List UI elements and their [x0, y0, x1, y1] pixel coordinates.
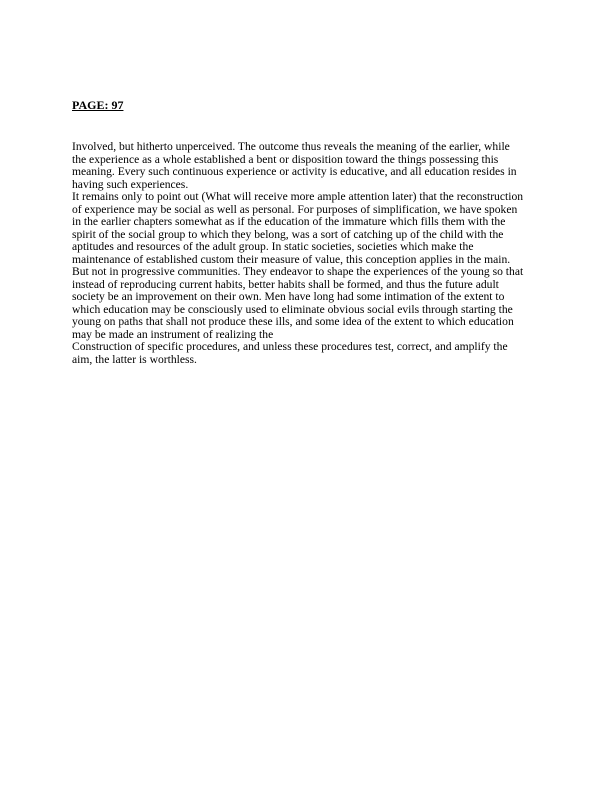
text-line: in the earlier chapters somewhat as if the education of the immature which fills them with the: [72, 215, 506, 228]
text-line: aim, the latter is worthless.: [72, 352, 197, 366]
text-line: meaning. Every such continuous experience or activity is educative, and all education resides in: [72, 165, 517, 178]
text-line: Construction of specific procedures, and unless these procedures test, correct, and amplify the: [72, 340, 508, 353]
text-line: young on paths that shall not produce these ills, and some idea of the extent to which education: [72, 315, 514, 328]
text-line: may be made an instrument of realizing the: [72, 327, 274, 341]
text-line: It remains only to point out (What will receive more ample attention later) that the reconstruction: [72, 190, 524, 203]
text-line: Involved, but hitherto unperceived. The outcome thus reveals the meaning of the earlier, while: [72, 140, 510, 153]
text-line: having such experiences.: [72, 177, 189, 191]
text-line: which education may be consciously used to eliminate obvious social evils through starting the: [72, 302, 513, 316]
text-line: society be an improvement on their own. Men have long had some intimation of the extent to: [72, 290, 505, 303]
text-line: maintenance of established custom their measure of value, this conception applies in the main.: [72, 252, 511, 266]
text-line: instead of reproducing current habits, better habits shall be formed, and thus the future adult: [72, 277, 499, 291]
text-line: aptitudes and resources of the adult group. In static societies, societies which make the: [72, 240, 474, 253]
body-text: [72, 141, 552, 366]
page-title: PAGE: 97: [72, 98, 124, 112]
text-line: But not in progressive communities. They endeavor to shape the experiences of the young so that: [72, 265, 524, 278]
text-line: spirit of the social group to which they belong, was a sort of catching up of the child with the: [72, 227, 504, 241]
text-line: the experience as a whole established a bent or disposition toward the things possessing this: [72, 152, 499, 166]
text-line: of experience may be social as well as personal. For purposes of simplification, we have spoken: [72, 202, 518, 216]
